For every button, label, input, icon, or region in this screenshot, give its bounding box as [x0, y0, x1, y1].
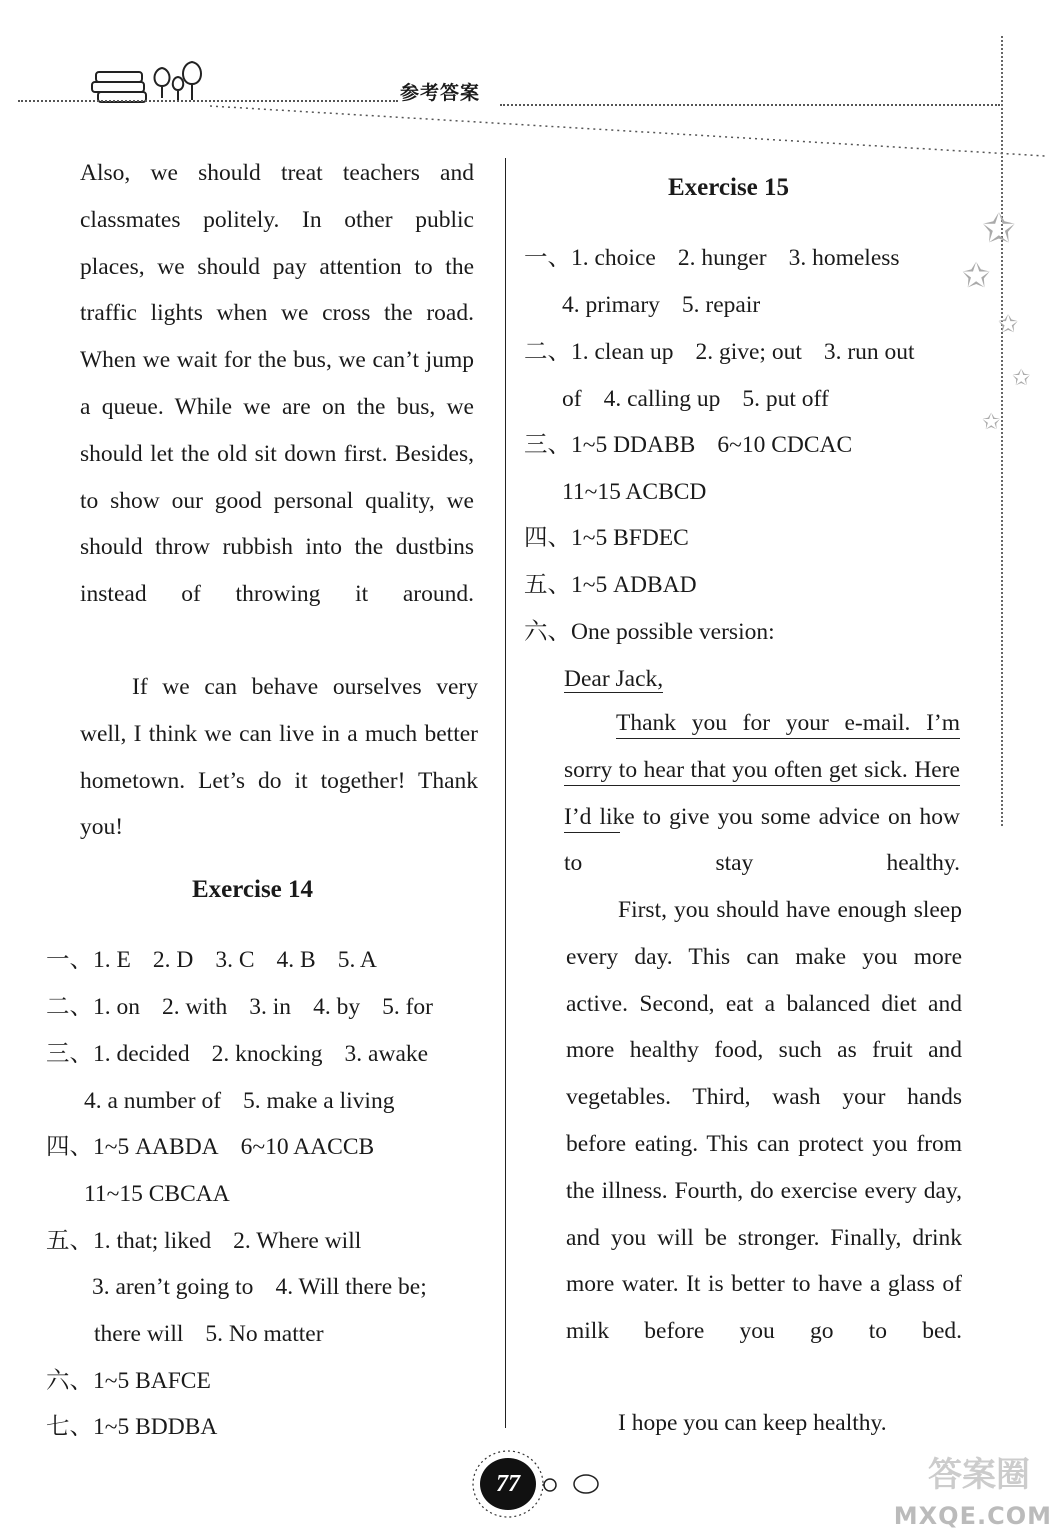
answer-line: 4. a number of 5. make a living [84, 1088, 395, 1114]
letter-closing: I hope you can keep healthy. [618, 1410, 887, 1436]
answer-line: 三、1. decided 2. knocking 3. awake [46, 1041, 429, 1067]
answer-line: 3. aren’t going to 4. Will there be; [92, 1274, 427, 1300]
letter-paragraph: First, you should have enough sleep every day. This can make you more active. Second, eat a balanced diet and more healthy food, such as fruit and vegetables. Third, wash your hands before eating. This can protect you from the illness. Fourth, do exercise every day, and you will be stronger. Finally, drink more water. It is better to have a glass of milk before you go to bed. [566, 897, 962, 1345]
page-number-dotted-ring [470, 1448, 546, 1520]
star-icon: ✩ [962, 256, 991, 296]
answer-line: 五、1~5 ADBAD [524, 572, 697, 598]
star-icon: ✩ [998, 310, 1019, 338]
underline [564, 832, 620, 833]
exercise-title: Exercise 15 [668, 174, 790, 201]
answer-line: 11~15 ACBCD [562, 479, 707, 505]
answer-line: 三、1~5 DDABB 6~10 CDCAC [524, 432, 853, 458]
answer-line: 六、1~5 BAFCE [46, 1368, 211, 1394]
essay-paragraph: If we can behave ourselves very well, I think we can live in a much better hometown. Let’s do it together! Thank you! [80, 674, 478, 841]
essay-paragraph: Also, we should treat teachers and classmates politely. In other public places, we should pay attention to the traffic lights when we cross the road. When we wait for the bus, we can’t jump a queue. While we are on the bus, we should let the old sit down first. Besides, to show our good personal quality, we should throw rubbish into the dustbins instead of throwing it around. [80, 160, 474, 608]
answer-line: 4. primary 5. repair [562, 292, 761, 318]
answer-line: 六、One possible version: [524, 619, 775, 645]
answer-line: 一、1. choice 2. hunger 3. homeless [524, 245, 900, 271]
underline [616, 738, 960, 739]
answer-line: 二、1. on 2. with 3. in 4. by 5. for [46, 994, 433, 1020]
star-icon: ✩ [982, 206, 1016, 252]
bubble-decoration-icon [538, 1470, 618, 1500]
answer-line: 五、1. that; liked 2. Where will [46, 1228, 362, 1254]
answer-line: 一、1. E 2. D 3. C 4. B 5. A [46, 947, 377, 973]
margin-dotted-line [1001, 36, 1003, 826]
books-trees-logo-icon [88, 58, 218, 106]
watermark-text: MXQE.COM [893, 1502, 1052, 1530]
page-number: 77 [480, 1458, 536, 1510]
answer-line: 二、1. clean up 2. give; out 3. run out [524, 339, 915, 365]
answer-line: of 4. calling up 5. put off [562, 386, 829, 412]
star-icon: ✩ [1012, 366, 1031, 391]
header-divider [18, 100, 398, 102]
letter-greeting: Dear Jack, [564, 666, 664, 692]
answer-line: 11~15 CBCAA [84, 1181, 230, 1207]
answer-line: 四、1~5 BFDEC [524, 525, 689, 551]
answer-line: 四、1~5 AABDA 6~10 AACCB [46, 1134, 375, 1160]
underline [564, 785, 960, 786]
underlined-sentence: Thank you for your e-mail. I’m sorry to hear that you often get sick. [564, 710, 960, 783]
star-icon: ✩ [982, 410, 1001, 435]
header-title: 参考答案 [400, 83, 481, 104]
letter-paragraph: Thank you for your e-mail. I’m sorry to hear that you often get sick. Here I’d like to give you some advice on how to stay healthy. [564, 710, 960, 877]
answer-line: there will 5. No matter [94, 1321, 324, 1347]
answer-line: 七、1~5 BDDBA [46, 1414, 218, 1440]
column-divider [505, 158, 506, 1428]
exercise-title: Exercise 14 [192, 876, 314, 903]
watermark-logo: 答案圈 [928, 1455, 1030, 1495]
